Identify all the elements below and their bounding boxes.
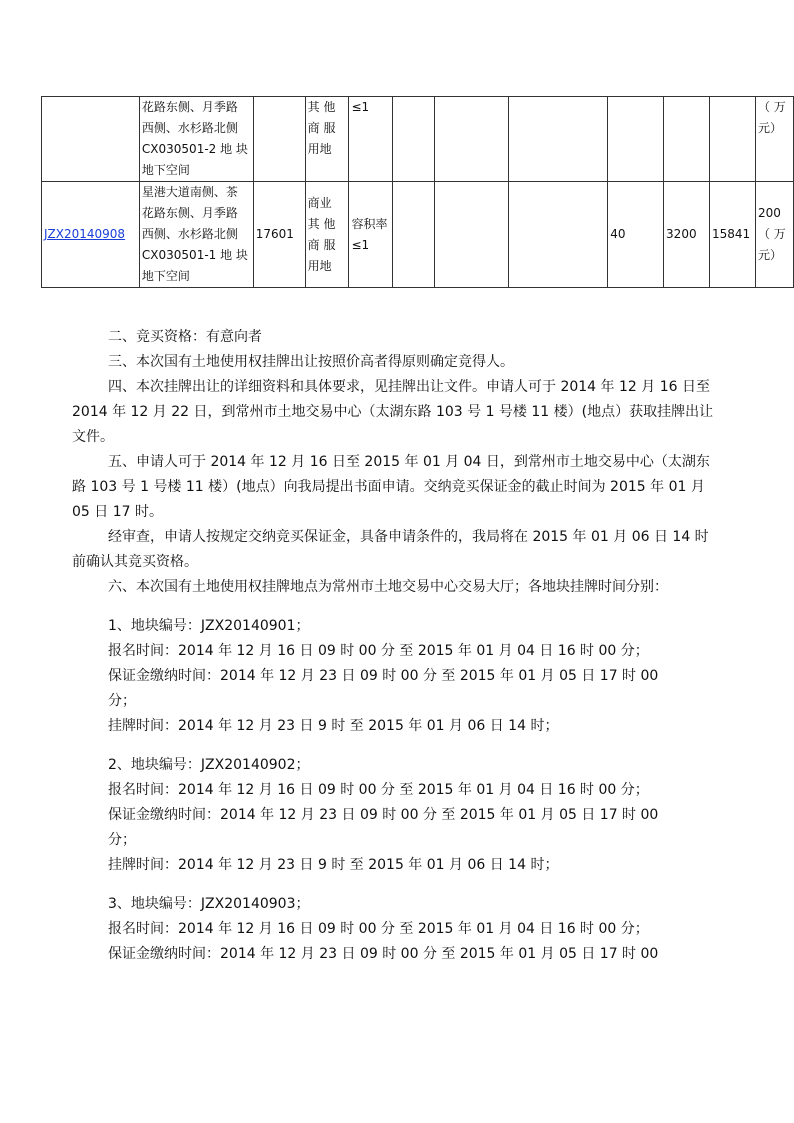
notice-body — [72, 325, 720, 967]
schedule-block — [72, 614, 720, 739]
land-use-cell: 商业 其 他 商 服 用地 — [305, 182, 349, 288]
table-cell — [709, 97, 755, 182]
location-cell: 星港大道南侧、茶 花路东侧、月季路 西侧、水杉路北侧 CX030501-1 地 块 地下空间 — [139, 182, 253, 288]
section-winner-rule: 三、本次国有土地使用权挂牌出让按照价高者得原则确定竞得人。 — [108, 354, 514, 370]
listing-time: 挂牌时间：2014 年 12 月 23 日 9 时 至 2015 年 01 月 06 日 14 时； — [108, 857, 559, 873]
plot-ratio-cell: 容积率 ≤1 — [349, 182, 393, 288]
schedule-heading: 2、地块编号：JZX20140902； — [108, 757, 310, 773]
schedule-block — [72, 892, 720, 967]
deposit-cell: 200 （ 万 元） — [755, 182, 793, 288]
table-cell — [664, 97, 710, 182]
parcel-code-cell — [42, 182, 140, 288]
section-venue: 六、本次国有土地使用权挂牌地点为常州市土地交易中心交易大厅；各地块挂牌时间分别： — [108, 579, 668, 595]
table-cell — [608, 97, 664, 182]
deposit-time: 保证金缴纳时间：2014 年 12 月 23 日 09 时 00 分 至 2015 年 01 月 05 日 17 时 00 — [108, 807, 659, 823]
table-cell — [508, 182, 607, 288]
section-documents: 四、本次挂牌出让的详细资料和具体要求，见挂牌出让文件。申请人可于 2014 年 12 月 16 日至 2014 年 12 月 22 日，到常州市土地交易中心（太湖东路 103 号 1 号楼 11 楼）(地点）获取挂牌出让文件。 — [72, 379, 714, 445]
table-cell — [393, 97, 435, 182]
land-use-cell: 其 他 商 服 用地 — [305, 97, 349, 182]
table-row — [42, 182, 794, 288]
area-cell: 17601 — [253, 182, 305, 288]
table-cell — [508, 97, 607, 182]
plot-ratio-cell: ≤1 — [349, 97, 393, 182]
schedule-block — [72, 753, 720, 878]
listing-time: 挂牌时间：2014 年 12 月 23 日 9 时 至 2015 年 01 月 06 日 14 时； — [108, 718, 559, 734]
parcel-code-cell — [42, 97, 140, 182]
schedule-heading: 1、地块编号：JZX20140901； — [108, 618, 310, 634]
table-cell — [435, 182, 509, 288]
deposit-cell: （ 万 元） — [755, 97, 793, 182]
signup-time: 报名时间：2014 年 12 月 16 日 09 时 00 分 至 2015 年 01 月 04 日 16 时 00 分； — [108, 921, 649, 937]
table-cell — [435, 97, 509, 182]
section-review: 经审查，申请人按规定交纳竞买保证金，具备申请条件的，我局将在 2015 年 01 月 06 日 14 时前确认其竞买资格。 — [72, 529, 709, 570]
deposit-time: 保证金缴纳时间：2014 年 12 月 23 日 09 时 00 分 至 2015 年 01 月 05 日 17 时 00 — [108, 946, 659, 962]
land-parcel-table — [41, 96, 794, 288]
deposit-time: 保证金缴纳时间：2014 年 12 月 23 日 09 时 00 分 至 2015 年 01 月 05 日 17 时 00 — [108, 668, 659, 684]
deposit-time-cont: 分； — [108, 832, 136, 848]
section-qualification: 二、竞买资格：有意向者 — [108, 329, 262, 345]
deposit-time-cont: 分； — [108, 693, 136, 709]
parcel-code-link[interactable]: JZX20140908 — [44, 227, 126, 241]
table-cell: 40 — [608, 182, 664, 288]
schedule-heading: 3、地块编号：JZX20140903； — [108, 896, 310, 912]
location-cell: 花路东侧、月季路 西侧、水杉路北侧 CX030501-2 地 块 地下空间 — [139, 97, 253, 182]
table-cell — [393, 182, 435, 288]
table-cell: 15841 — [709, 182, 755, 288]
table-row — [42, 97, 794, 182]
signup-time: 报名时间：2014 年 12 月 16 日 09 时 00 分 至 2015 年 01 月 04 日 16 时 00 分； — [108, 782, 649, 798]
section-application: 五、申请人可于 2014 年 12 月 16 日至 2015 年 01 月 04 日，到常州市土地交易中心（太湖东路 103 号 1 号楼 11 楼）(地点）向我局提出书面申请。交纳竞买保证金的截止时间为 2015 年 01 月 05 日 17 时。 — [72, 454, 710, 520]
signup-time: 报名时间：2014 年 12 月 16 日 09 时 00 分 至 2015 年 01 月 04 日 16 时 00 分； — [108, 643, 649, 659]
area-cell — [253, 97, 305, 182]
table-cell: 3200 — [664, 182, 710, 288]
